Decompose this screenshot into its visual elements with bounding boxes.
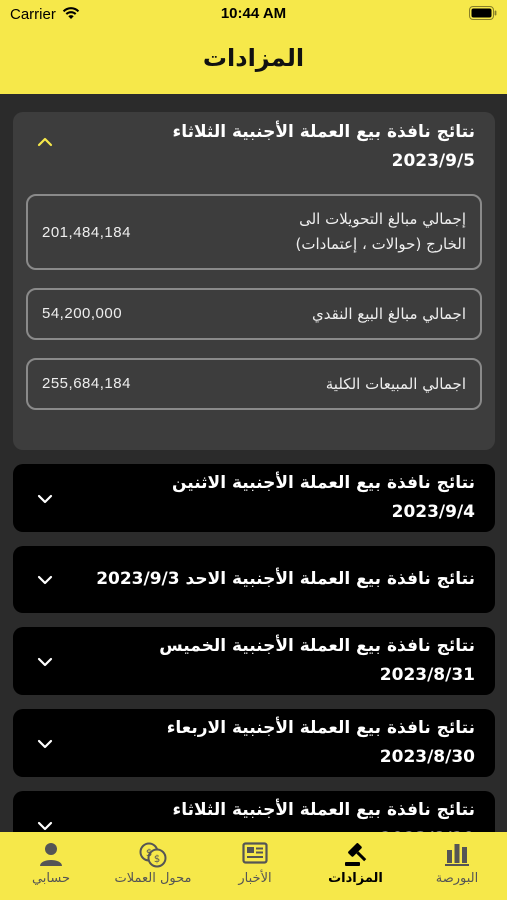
- stat-label: اجمالي المبيعات الكلية: [325, 375, 466, 393]
- tab-label: حسابي: [31, 871, 71, 886]
- header: [0, 0, 507, 94]
- tab-label: الأخبار: [238, 871, 272, 886]
- tab-exchange[interactable]: [412, 832, 502, 900]
- svg-text:$: $: [145, 848, 153, 859]
- stat-value: 201,484,184: [42, 224, 131, 241]
- tab-account[interactable]: [18, 832, 84, 900]
- stat-value: 54,200,000: [42, 305, 123, 322]
- tab-currency-converter[interactable]: [100, 832, 206, 900]
- tab-news[interactable]: [222, 832, 288, 900]
- chevron-up-icon[interactable]: [37, 136, 53, 148]
- auction-card[interactable]: [13, 709, 495, 777]
- stat-value: 255,684,184: [42, 375, 131, 392]
- chevron-down-icon[interactable]: [37, 493, 53, 505]
- chevron-down-icon[interactable]: [37, 656, 53, 668]
- tab-auctions[interactable]: [318, 832, 393, 900]
- auction-card-expanded: [13, 112, 495, 450]
- page-title: المزادات: [202, 44, 305, 72]
- chevron-down-icon[interactable]: [37, 574, 53, 586]
- auction-title: نتائج نافذة بيع العملة الأجنبية الاربعاء 2023/8/30: [166, 718, 475, 767]
- svg-text:$: $: [153, 854, 161, 865]
- auction-title: نتائج نافذة بيع العملة الأجنبية الثلاثاء: [172, 800, 475, 820]
- chart-bars-icon: [444, 841, 470, 867]
- tab-label: البورصة: [435, 871, 479, 886]
- stat-label: إجمالي مبالغ التحويلات الى الخارج (حوالات ، إعتمادات): [295, 210, 466, 253]
- auction-title: نتائج نافذة بيع العملة الأجنبية الاثنين 2023/9/4: [172, 473, 475, 522]
- stat-transfers: [26, 194, 482, 270]
- tab-bar: [0, 832, 507, 900]
- gavel-icon: [342, 841, 370, 867]
- chevron-down-icon[interactable]: [37, 738, 53, 750]
- chevron-down-icon[interactable]: [37, 820, 53, 832]
- tab-label: المزادات: [328, 871, 383, 886]
- stat-label: اجمالي مبالغ البيع النقدي: [312, 305, 466, 323]
- auction-card-header[interactable]: [13, 112, 495, 178]
- auction-title: نتائج نافذة بيع العملة الأجنبية الثلاثاء 2023/9/5: [172, 122, 475, 171]
- carrier-label: Carrier: [10, 6, 56, 23]
- tab-label: محول العملات: [114, 871, 192, 886]
- auction-list[interactable]: [0, 94, 507, 832]
- clock: 10:44 AM: [220, 5, 287, 22]
- auction-title: نتائج نافذة بيع العملة الأجنبية الاحد 2023/9/3: [96, 569, 475, 589]
- stat-total-sales: [26, 358, 482, 410]
- auction-card[interactable]: [13, 464, 495, 532]
- status-bar: [0, 0, 507, 30]
- battery-icon: [469, 6, 497, 20]
- coins-exchange-icon: [138, 841, 168, 869]
- stat-cash-sales: [26, 288, 482, 340]
- newspaper-icon: [242, 841, 268, 865]
- auction-card[interactable]: [13, 627, 495, 695]
- person-icon: [38, 841, 64, 867]
- auction-title: نتائج نافذة بيع العملة الأجنبية الخميس 2023/8/31: [159, 636, 475, 685]
- auction-card[interactable]: [13, 546, 495, 613]
